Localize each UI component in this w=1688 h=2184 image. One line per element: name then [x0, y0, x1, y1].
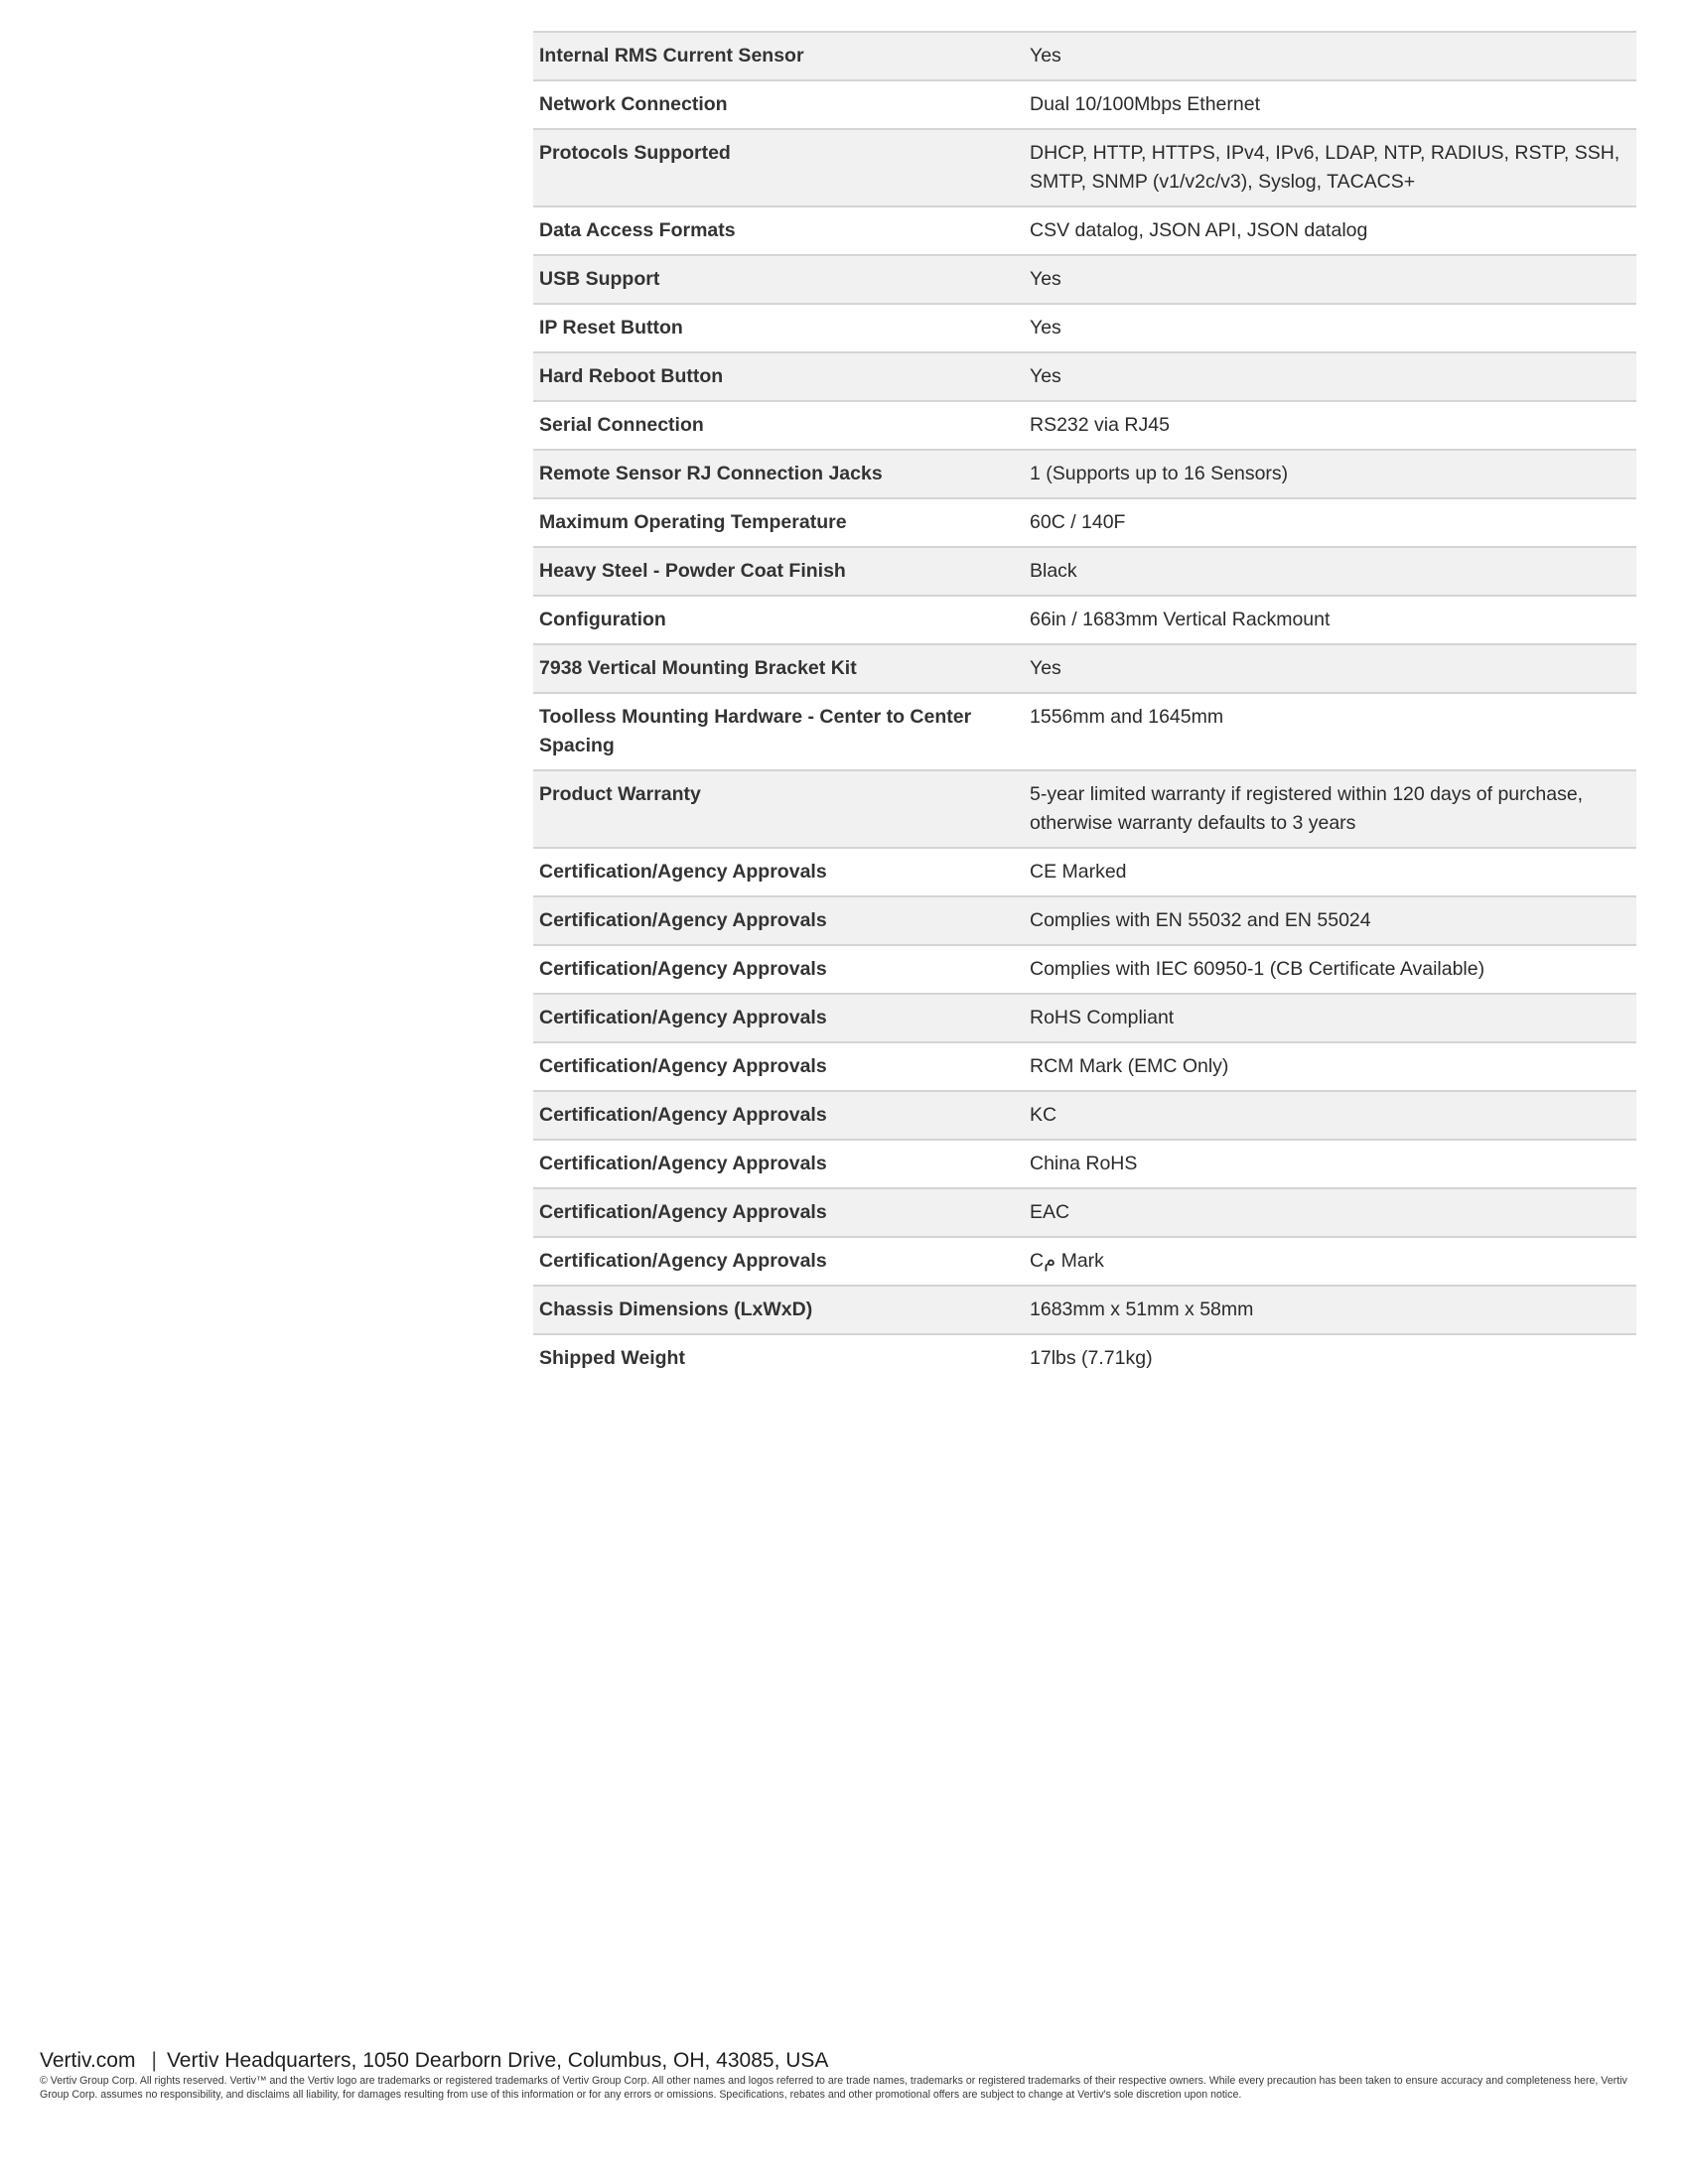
spec-label: Product Warranty [533, 770, 1024, 848]
table-row [533, 1188, 1636, 1237]
table-row [533, 1286, 1636, 1334]
spec-label: Toolless Mounting Hardware - Center to Center Spacing [533, 693, 1024, 770]
spec-value: KC [1024, 1091, 1636, 1140]
spec-value: 1 (Supports up to 16 Sensors) [1024, 450, 1636, 498]
spec-label: Certification/Agency Approvals [533, 994, 1024, 1042]
spec-label: Certification/Agency Approvals [533, 896, 1024, 945]
spec-value: CSV datalog, JSON API, JSON datalog [1024, 206, 1636, 255]
spec-label: USB Support [533, 255, 1024, 304]
table-row [533, 1237, 1636, 1286]
spec-label: Certification/Agency Approvals [533, 1237, 1024, 1286]
table-row [533, 1140, 1636, 1188]
table-row [533, 80, 1636, 129]
table-row [533, 896, 1636, 945]
spec-value: 5-year limited warranty if registered within 120 days of purchase, otherwise warranty defaults to 3 years [1024, 770, 1636, 848]
spec-value: 1683mm x 51mm x 58mm [1024, 1286, 1636, 1334]
spec-value: Yes [1024, 644, 1636, 693]
footer-site-link[interactable]: Vertiv.com [40, 2049, 136, 2072]
spec-value: RoHS Compliant [1024, 994, 1636, 1042]
spec-value: Complies with IEC 60950-1 (CB Certificate Available) [1024, 945, 1636, 994]
spec-label: Certification/Agency Approvals [533, 1091, 1024, 1140]
footer-address: Vertiv Headquarters, 1050 Dearborn Drive, Columbus, OH, 43085, USA [166, 2049, 829, 2072]
table-row [533, 1042, 1636, 1091]
spec-label: Certification/Agency Approvals [533, 1140, 1024, 1188]
spec-value: RS232 via RJ45 [1024, 401, 1636, 450]
spec-value: Yes [1024, 304, 1636, 352]
table-row [533, 32, 1636, 80]
spec-label: Maximum Operating Temperature [533, 498, 1024, 547]
footer-contact-line [40, 2048, 1628, 2074]
spec-label: Certification/Agency Approvals [533, 1188, 1024, 1237]
spec-label: Serial Connection [533, 401, 1024, 450]
spec-label: Certification/Agency Approvals [533, 848, 1024, 896]
table-row [533, 352, 1636, 401]
table-row [533, 1091, 1636, 1140]
table-row [533, 848, 1636, 896]
spec-value: Black [1024, 547, 1636, 596]
spec-label: Certification/Agency Approvals [533, 1042, 1024, 1091]
spec-label: IP Reset Button [533, 304, 1024, 352]
spec-value: EAC [1024, 1188, 1636, 1237]
page-footer [40, 2048, 1628, 2102]
spec-value: Yes [1024, 352, 1636, 401]
spec-value: 60C / 140F [1024, 498, 1636, 547]
table-row [533, 1334, 1636, 1382]
table-row [533, 255, 1636, 304]
spec-label: Internal RMS Current Sensor [533, 32, 1024, 80]
spec-label: Hard Reboot Button [533, 352, 1024, 401]
table-row [533, 945, 1636, 994]
spec-label: Certification/Agency Approvals [533, 945, 1024, 994]
footer-separator: | [151, 2049, 157, 2072]
table-row [533, 129, 1636, 206]
spec-value: 1556mm and 1645mm [1024, 693, 1636, 770]
spec-value: Yes [1024, 32, 1636, 80]
table-row [533, 547, 1636, 596]
spec-value: CE Marked [1024, 848, 1636, 896]
footer-legal-notice: © Vertiv Group Corp. All rights reserved. Vertiv™ and the Vertiv logo are trademarks or registered trademarks of Vertiv Group Corp. All other names and logos referred to are trade names, trademarks or registered trademarks of their respective owners. While every precaution has been taken to ensure accuracy and completeness here, Vertiv Group Corp. assumes no responsibility, and disclaims all liability, for damages resulting from use of this information or for any errors or omissions. Specifications, rebates and other promotional offers are subject to change at Vertiv's sole discretion upon notice. [40, 2075, 1627, 2101]
table-row [533, 206, 1636, 255]
spec-label: Configuration [533, 596, 1024, 644]
spec-value: RCM Mark (EMC Only) [1024, 1042, 1636, 1091]
spec-label: Network Connection [533, 80, 1024, 129]
table-row [533, 498, 1636, 547]
spec-value: China RoHS [1024, 1140, 1636, 1188]
spec-value: 17lbs (7.71kg) [1024, 1334, 1636, 1382]
spec-value: Yes [1024, 255, 1636, 304]
spec-label: Chassis Dimensions (LxWxD) [533, 1286, 1024, 1334]
spec-value: 66in / 1683mm Vertical Rackmount [1024, 596, 1636, 644]
table-row [533, 304, 1636, 352]
table-row [533, 770, 1636, 848]
spec-value: Dual 10/100Mbps Ethernet [1024, 80, 1636, 129]
table-row [533, 693, 1636, 770]
table-row [533, 401, 1636, 450]
spec-label: Shipped Weight [533, 1334, 1024, 1382]
table-row [533, 994, 1636, 1042]
spec-label: 7938 Vertical Mounting Bracket Kit [533, 644, 1024, 693]
table-row [533, 596, 1636, 644]
spec-label: Remote Sensor RJ Connection Jacks [533, 450, 1024, 498]
spec-value: Cم Mark [1024, 1237, 1636, 1286]
spec-label: Data Access Formats [533, 206, 1024, 255]
spec-label: Heavy Steel - Powder Coat Finish [533, 547, 1024, 596]
spec-label: Protocols Supported [533, 129, 1024, 206]
table-row [533, 450, 1636, 498]
spec-value: DHCP, HTTP, HTTPS, IPv4, IPv6, LDAP, NTP, RADIUS, RSTP, SSH, SMTP, SNMP (v1/v2c/v3), Syslog, TACACS+ [1024, 129, 1636, 206]
table-row [533, 644, 1636, 693]
spec-value: Complies with EN 55032 and EN 55024 [1024, 896, 1636, 945]
spec-table [533, 31, 1636, 1382]
